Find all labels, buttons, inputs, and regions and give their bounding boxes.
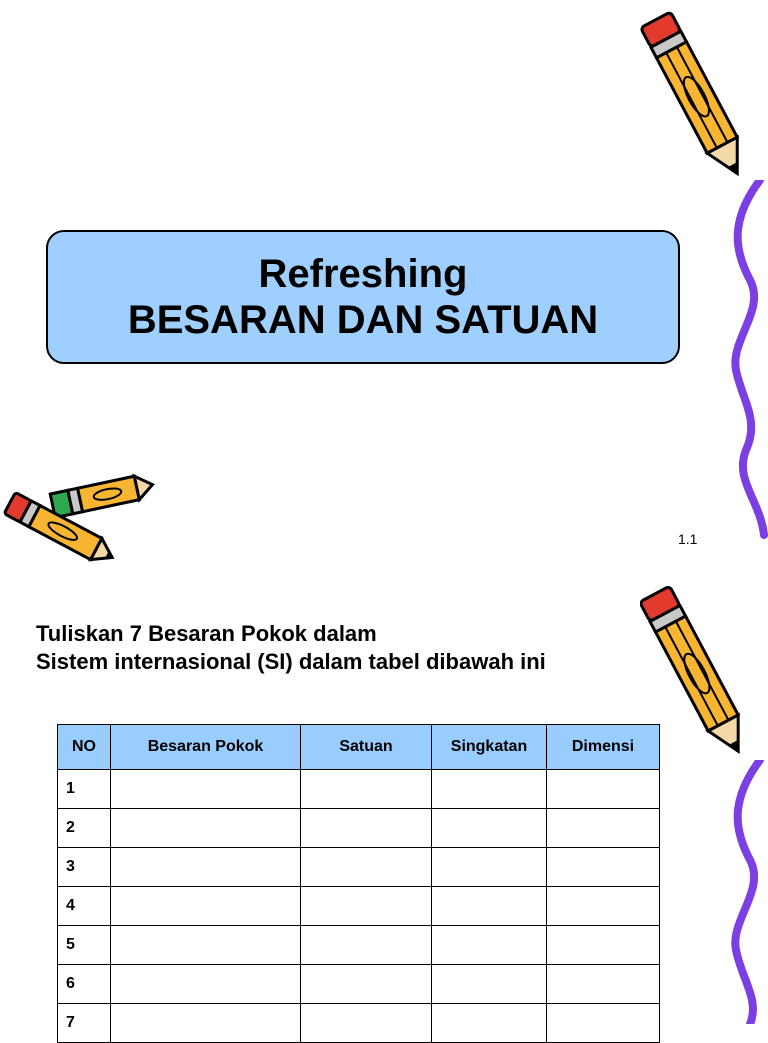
si-table [57, 724, 660, 1043]
row-number: 3 [58, 848, 111, 887]
table-row [58, 848, 660, 887]
row-number: 1 [58, 770, 111, 809]
header-satuan: Satuan [301, 725, 432, 770]
header-besaran-pokok: Besaran Pokok [111, 725, 301, 770]
row-number: 6 [58, 965, 111, 1004]
cell-satuan[interactable] [301, 809, 432, 848]
wavy-line-icon [720, 760, 768, 1024]
cell-satuan[interactable] [301, 770, 432, 809]
cell-dimensi[interactable] [547, 965, 660, 1004]
cell-singkatan[interactable] [432, 848, 547, 887]
cell-singkatan[interactable] [432, 965, 547, 1004]
table-row [58, 887, 660, 926]
table-row [58, 965, 660, 1004]
header-singkatan: Singkatan [432, 725, 547, 770]
cell-singkatan[interactable] [432, 926, 547, 965]
slide-number: 1.1 [678, 531, 698, 547]
wavy-line-icon [720, 180, 768, 540]
table-row [58, 809, 660, 848]
cell-besaran-pokok[interactable] [111, 887, 301, 926]
row-number: 2 [58, 809, 111, 848]
cell-besaran-pokok[interactable] [111, 1004, 301, 1043]
row-number: 5 [58, 926, 111, 965]
si-table-wrapper [57, 724, 660, 1043]
row-number: 4 [58, 887, 111, 926]
cell-besaran-pokok[interactable] [111, 770, 301, 809]
cell-singkatan[interactable] [432, 887, 547, 926]
table-row [58, 926, 660, 965]
title-box [46, 230, 680, 364]
cell-dimensi[interactable] [547, 1004, 660, 1043]
title-line-2: BESARAN DAN SATUAN [127, 298, 599, 342]
cell-satuan[interactable] [301, 926, 432, 965]
title-line-1: Refreshing [258, 252, 468, 296]
cell-satuan[interactable] [301, 965, 432, 1004]
table-row [58, 1004, 660, 1043]
header-no: NO [58, 725, 111, 770]
cell-dimensi[interactable] [547, 809, 660, 848]
row-number: 7 [58, 1004, 111, 1043]
header-dimensi: Dimensi [547, 725, 660, 770]
cell-dimensi[interactable] [547, 926, 660, 965]
cell-besaran-pokok[interactable] [111, 848, 301, 887]
crossed-pencils-icon [0, 462, 160, 572]
table-row [58, 770, 660, 809]
cell-dimensi[interactable] [547, 887, 660, 926]
cell-satuan[interactable] [301, 887, 432, 926]
cell-singkatan[interactable] [432, 1004, 547, 1043]
instruction-line-2: Sistem internasional (SI) dalam tabel dibawah ini [36, 649, 546, 674]
instruction-text [36, 620, 676, 676]
cell-dimensi[interactable] [547, 770, 660, 809]
cell-besaran-pokok[interactable] [111, 809, 301, 848]
cell-dimensi[interactable] [547, 848, 660, 887]
cell-besaran-pokok[interactable] [111, 926, 301, 965]
cell-besaran-pokok[interactable] [111, 965, 301, 1004]
cell-satuan[interactable] [301, 1004, 432, 1043]
cell-singkatan[interactable] [432, 809, 547, 848]
cell-singkatan[interactable] [432, 770, 547, 809]
cell-satuan[interactable] [301, 848, 432, 887]
pencil-icon [640, 0, 758, 186]
table-header-row [58, 725, 660, 770]
instruction-line-1: Tuliskan 7 Besaran Pokok dalam [36, 621, 377, 646]
